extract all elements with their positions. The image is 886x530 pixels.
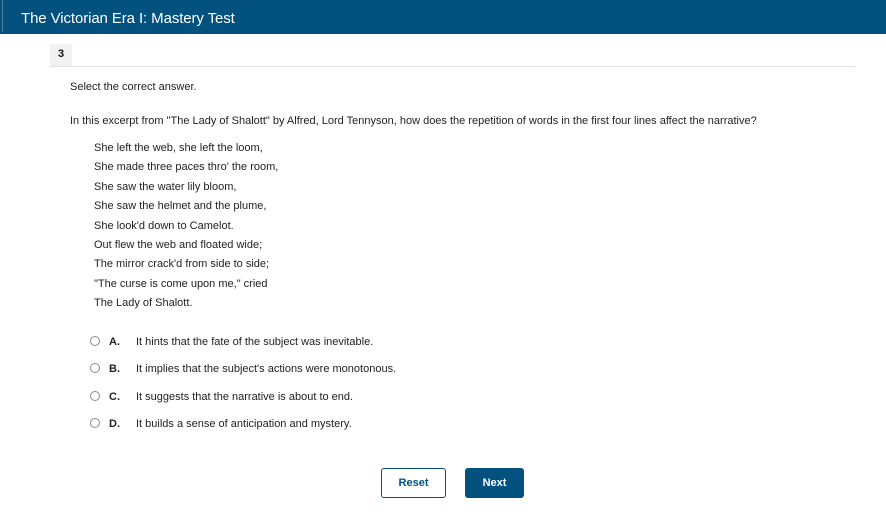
poem-line: Out flew the web and floated wide; <box>94 238 263 251</box>
choice-text[interactable]: It suggests that the narrative is about to end. <box>136 390 354 403</box>
poem-line: "The curse is come upon me," cried <box>94 277 268 290</box>
poem-line: She saw the helmet and the plume, <box>94 200 267 213</box>
radio-button-d[interactable] <box>90 418 100 428</box>
question-number: 3 <box>50 44 72 66</box>
choice-letter: A. <box>109 336 120 348</box>
choice-text[interactable]: It implies that the subject's actions were monotonous. <box>136 363 397 376</box>
poem-line: She left the web, she left the loom, <box>94 142 263 154</box>
instruction-text: Select the correct answer. <box>70 81 197 93</box>
poem-line: She made three paces thro' the room, <box>94 161 279 174</box>
poem-line: The mirror crack'd from side to side; <box>94 258 270 271</box>
question-divider <box>50 66 855 67</box>
poem-line: She look'd down to Camelot. <box>94 219 234 232</box>
choice-letter: C. <box>109 390 120 403</box>
radio-button-b[interactable] <box>90 363 100 373</box>
choice-d[interactable] <box>90 417 352 444</box>
test-title: The Victorian Era I: Mastery Test <box>21 10 235 27</box>
reset-button[interactable]: Reset <box>381 468 446 498</box>
next-button[interactable]: Next <box>465 468 524 498</box>
app-header <box>0 0 886 34</box>
question-prompt: In this excerpt from "The Lady of Shalott" by Alfred, Lord Tennyson, how does the repetition of words in the first four lines affect the narrative? <box>70 115 757 127</box>
choice-c[interactable] <box>90 390 354 417</box>
poem-line: She saw the water lily bloom, <box>94 180 237 193</box>
poem-excerpt <box>94 142 278 317</box>
answer-choices <box>90 335 397 444</box>
choice-a[interactable] <box>90 335 374 362</box>
poem-line: The Lady of Shalott. <box>94 297 193 310</box>
radio-button-a[interactable] <box>90 336 100 346</box>
choice-letter: B. <box>109 363 120 376</box>
header-divider <box>2 0 3 32</box>
choice-text[interactable]: It builds a sense of anticipation and mystery. <box>136 417 352 430</box>
choice-text[interactable]: It hints that the fate of the subject was inevitable. <box>136 336 374 348</box>
radio-button-c[interactable] <box>90 391 100 401</box>
choice-b[interactable] <box>90 362 397 389</box>
choice-letter: D. <box>109 417 120 430</box>
